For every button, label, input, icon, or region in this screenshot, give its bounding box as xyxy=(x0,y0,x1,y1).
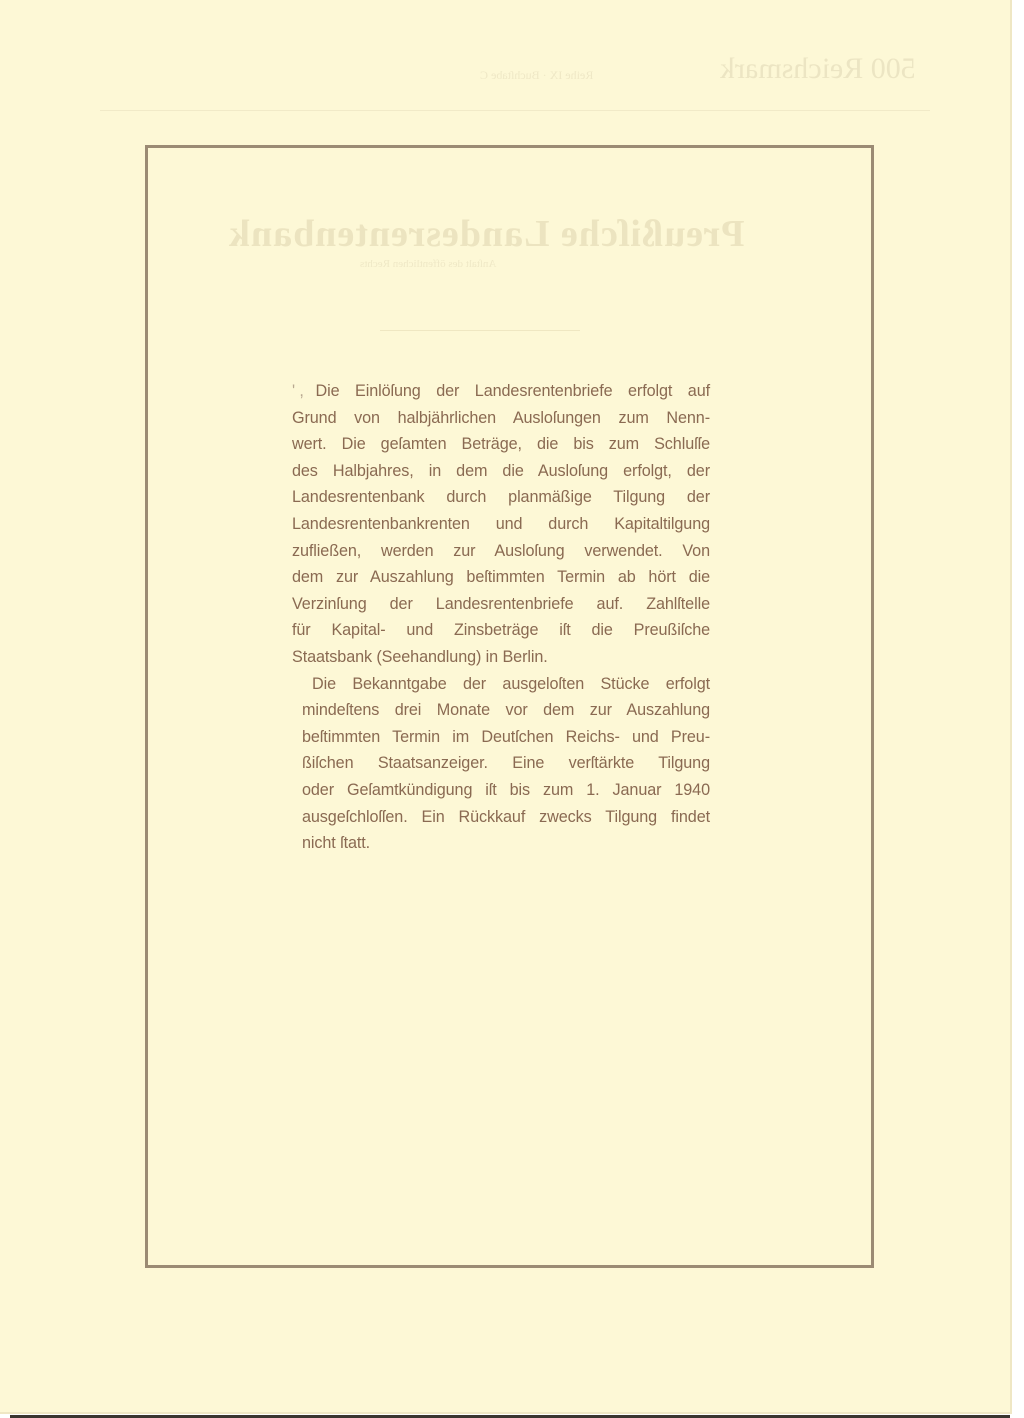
bleed-through-rule-top xyxy=(100,110,930,111)
text-line: für Kapital- und Zinsbeträge iſt die Preußiſche xyxy=(292,621,710,640)
bleed-through-subtitle: Anſtalt des öffentlichen Rechts xyxy=(360,258,497,270)
text-line: dem zur Auszahlung beſtimmten Termin ab hört die xyxy=(292,568,710,587)
text-line: des Halbjahres, in dem die Ausloſung erfolgt, der xyxy=(292,461,710,480)
terms-text-block xyxy=(292,378,710,857)
text-line: oder Geſamtkündigung iſt bis zum 1. Januar 1940 xyxy=(302,780,710,799)
text-line: nicht ſtatt. xyxy=(302,834,371,853)
text-line: wert. Die geſamten Beträge, die bis zum Schluſſe xyxy=(292,435,710,454)
text-line: ausgeſchloſſen. Ein Rückkauf zwecks Tilgung findet xyxy=(302,807,710,826)
text-line: Die Bekanntgabe der ausgeloſten Stücke erfolgt xyxy=(312,674,710,693)
text-line: Staatsbank (Seehandlung) in Berlin. xyxy=(292,647,548,666)
text-line: Grund von halbjährlichen Ausloſungen zum Nenn- xyxy=(292,408,710,427)
text-line: ßiſchen Staatsanzeiger. Eine verſtärkte Tilgung xyxy=(302,754,710,773)
text-line: Landesrentenbankrenten und durch Kapitaltilgung xyxy=(292,514,710,533)
text-line: Die Einlöſung der Landesrentenbriefe erfolgt auf xyxy=(315,382,710,400)
bleed-through-denomination: 500 Reichsmark xyxy=(720,52,916,85)
text-line: Verzinſung der Landesrentenbriefe auf. Zahlſtelle xyxy=(292,594,710,613)
text-line: beſtimmten Termin im Deutſchen Reichs- und Preu- xyxy=(302,727,710,746)
text-line: Landesrentenbank durch planmäßige Tilgung der xyxy=(292,488,710,507)
text-line: zufließen, werden zur Ausloſung verwendet. Von xyxy=(292,541,710,560)
paragraph-announcement xyxy=(292,671,710,857)
paragraph-redemption xyxy=(292,378,710,671)
stray-mark: ' , xyxy=(292,382,304,400)
bleed-through-title: Preußiſche Landesrentenbank xyxy=(228,213,745,255)
bleed-through-series: Reihe IX · Buchſtabe C xyxy=(480,68,594,82)
text-line: mindeſtens drei Monate vor dem zur Auszahlung xyxy=(302,701,710,720)
